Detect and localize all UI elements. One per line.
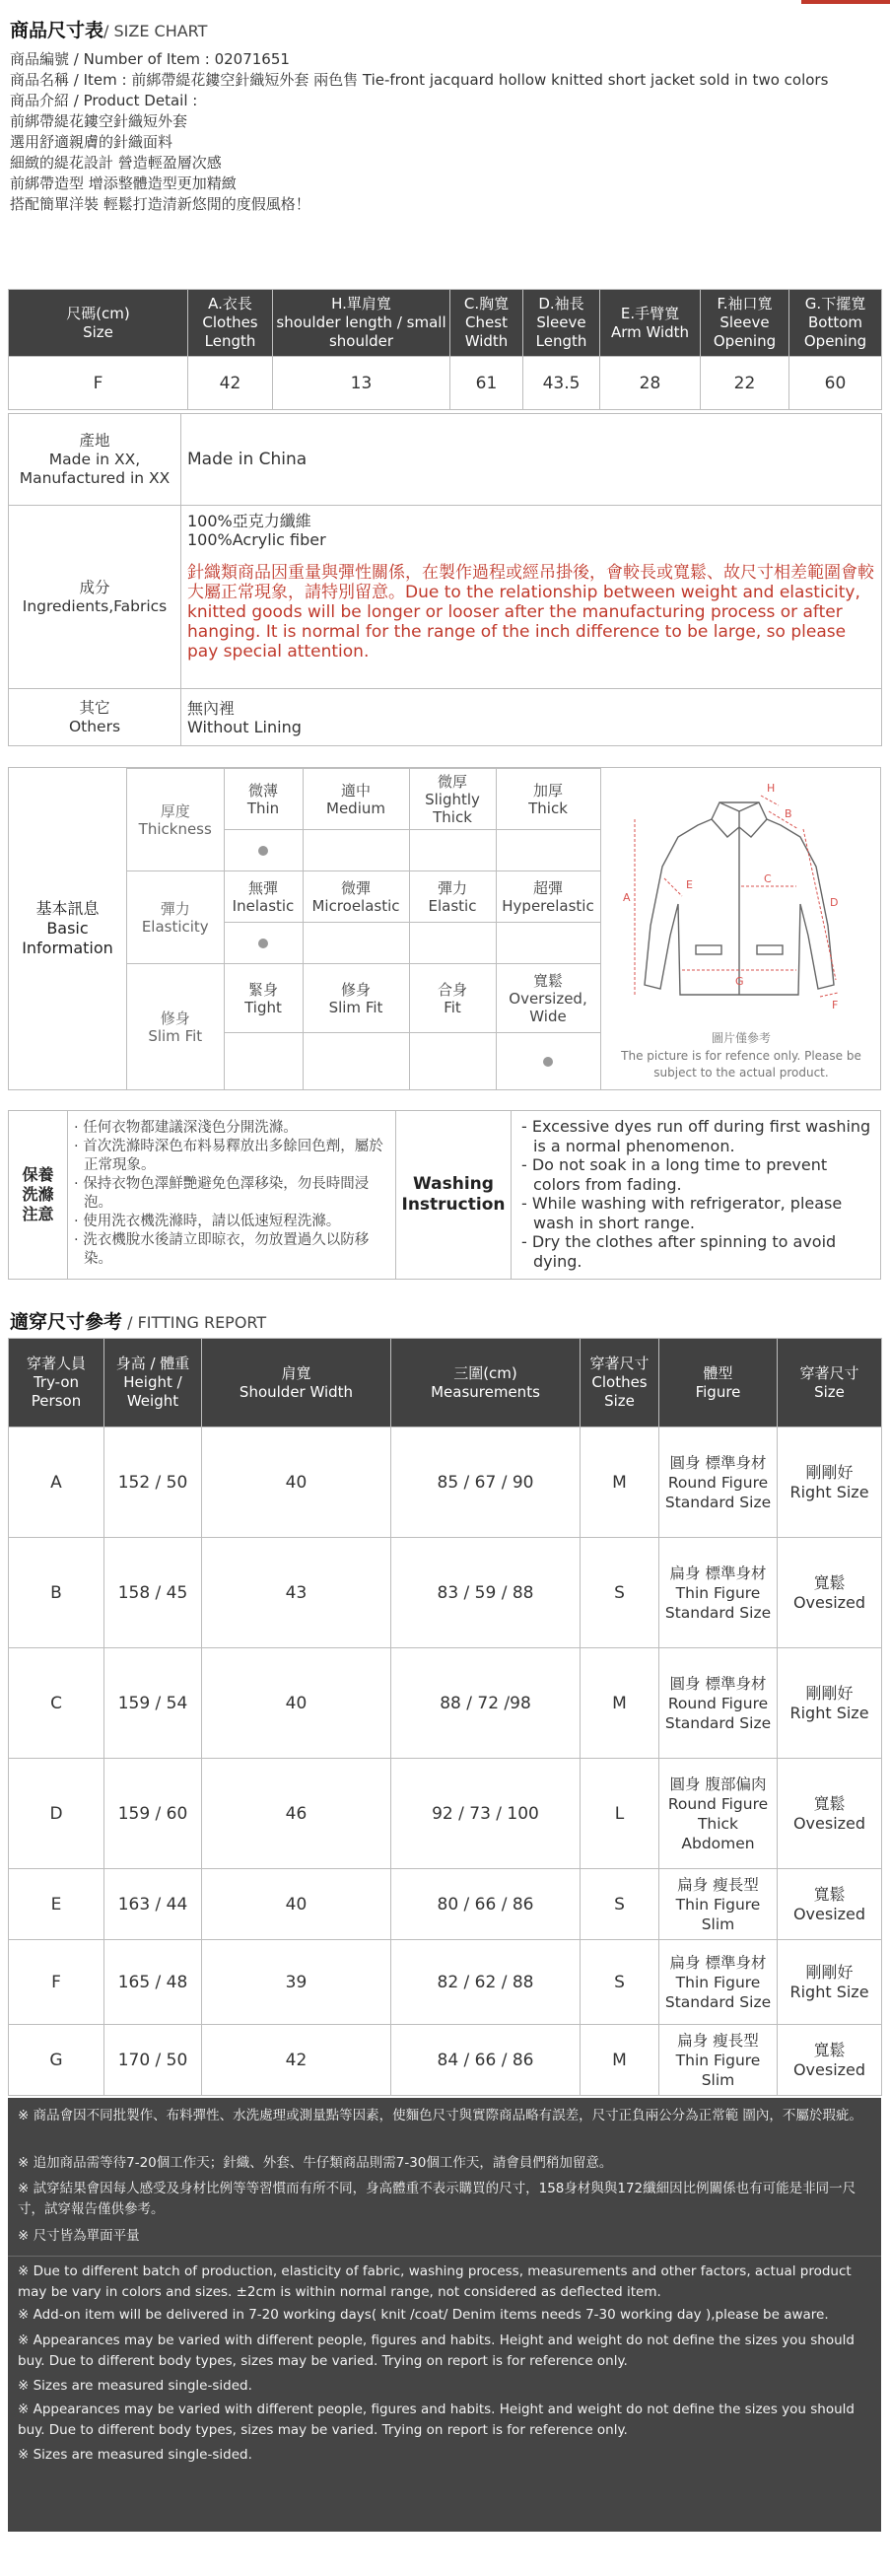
selected-dot [258,846,268,856]
diagram-letter: D [830,896,839,909]
slimfit-option: 緊身 Tight [224,964,303,1033]
slimfit-mark [303,1033,409,1090]
washing-item: · 任何衣物都建議深淺色分開洗滌。 [74,1120,298,1136]
slimfit-mark [496,1033,600,1090]
fabric-row [9,506,882,689]
washing-label-en: Washing Instruction [395,1111,512,1279]
diagram-letter: G [735,975,744,988]
fitting-row: G 170 / 50 42 84 / 66 / 86 M 扁身 瘦長型 Thin Figure Slim 寬鬆 Ovesized [9,2025,882,2096]
note-en: ※ Due to different batch of production, elasticity of fabric, washing process, measurements and other factors, actual product may be vary in colors and sizes. ±2cm is within normal range, not considered as deflected item. [18,2263,852,2300]
washing-item: · 使用洗衣機洗滌時，請以低速短程洗滌。 [74,1214,341,1229]
washing-label-zh: 保養 洗滌 注意 [9,1111,68,1279]
size-table [8,289,882,410]
note-en: ※ Appearances may be varied with different people, figures and habits. Height and weight do not define the sizes you should buy. Due to different body types, sizes may be varied. Trying on report is for reference only. [18,2402,855,2438]
diagram-letter: F [832,999,839,1011]
fabric-value: 100%亞克力纖維 100%Acrylic fiber 針織類商品因重量與彈性關係，在製作過程或經吊掛後，會較長或寬鬆、故尺寸相差範圍會較大屬正常現象，請特別留意。Due to the relationship between weight and elasticity, knitted goods will be longer or looser after the manufacturing process or after hanging. It is normal for the range of the inch difference to be large, so please pay special attention. [181,506,882,689]
elasticity-mark [224,923,303,964]
others-label: 其它 Others [9,689,181,746]
origin-value: Made in China [181,414,882,506]
washing-list-zh [72,1119,393,1269]
size-header-cell: 尺碼(cm) Size [9,290,188,357]
fitting-row: E 163 / 44 40 80 / 66 / 86 S 扁身 瘦長型 Thin Figure Slim 寬鬆 Ovesized [9,1869,882,1940]
selected-dot [258,939,268,948]
basic-info-title: 基本訊息 Basic Information [9,768,127,1089]
thickness-option: 加厚 Thick [496,769,600,830]
fitting-header-cell: 穿著尺寸 Size [778,1339,882,1427]
size-header-cell: D.袖長 Sleeve Length [523,290,600,357]
slimfit-label: 修身 Slim Fit [127,964,224,1090]
fitting-report-title: 適穿尺寸參考 / FITTING REPORT [10,1311,267,1333]
note-zh: ※ 追加商品需等待7-20個工作天；針織、外套、牛仔類商品則需7-30個工作天，請會員們稍加留意。 [18,2155,613,2171]
notes-divider [8,2256,881,2257]
elasticity-label: 彈力 Elasticity [127,871,224,964]
top-accent-bar [801,0,890,4]
fitting-header-cell: 肩寬 Shoulder Width [202,1339,391,1427]
fitting-row: B 158 / 45 43 83 / 59 / 88 S 扁身 標準身材 Thin Figure Standard Size 寬鬆 Ovesized [9,1538,882,1648]
size-header-cell: C.胸寬 Chest Width [450,290,523,357]
thickness-label: 厚度 Thickness [127,769,224,871]
diagram-letter: C [764,872,772,885]
washing-panel [8,1110,881,1280]
diagram-letter: B [785,807,792,820]
origin-row [9,414,882,506]
size-cell: 28 [600,357,701,410]
size-table-row [9,357,882,410]
washing-item: - Dry the clothes after spinning to avoid dying. [521,1232,837,1271]
note-zh: ※ 尺寸皆為單面平量 [18,2228,140,2244]
elasticity-option: 超彈 Hyperelastic [496,871,600,923]
fabric-label: 成分 Ingredients,Fabrics [9,506,181,689]
note-zh: ※ 商品會因不同批製作、布料彈性、水洗處理或測量點等因素，使麵色尺寸與實際商品略有誤差，尺寸正負兩公分為正常範 圍內，不屬於瑕疵。 [18,2108,862,2123]
size-cell: 13 [273,357,450,410]
fitting-row: C 159 / 54 40 88 / 72 /98 M 圓身 標準身材 Round Figure Standard Size 剛剛好 Right Size [9,1648,882,1759]
thickness-mark [224,830,303,871]
elasticity-option: 無彈 Inelastic [224,871,303,923]
size-cell: 42 [188,357,273,410]
washing-item: · 首次洗滌時深色布料易釋放出多餘回色劑，屬於正常現象。 [74,1139,383,1173]
diagram-letter: H [767,782,776,795]
fitting-row: A 152 / 50 40 85 / 67 / 90 M 圓身 標準身材 Round Figure Standard Size 剛剛好 Right Size [9,1427,882,1538]
fitting-header [9,1339,882,1427]
product-detail-table [8,413,882,746]
others-row [9,689,882,746]
product-info [10,49,877,215]
washing-item: - While washing with refrigerator, please wash in short range. [521,1194,843,1232]
slimfit-option: 修身 Slim Fit [303,964,409,1033]
detail-line: 選用舒適親膚的針織面料 [10,133,173,151]
fitting-header-cell: 身高 / 體重 Height / Weight [104,1339,202,1427]
washing-item: · 洗衣機脫水後請立即晾衣，勿放置過久以防移染。 [74,1232,370,1267]
washing-list-en [517,1117,876,1271]
diagram-letter: E [686,878,693,891]
size-cell: 43.5 [523,357,600,410]
slimfit-mark [224,1033,303,1090]
slimfit-option: 合身 Fit [409,964,496,1033]
product-detail-heading: 商品介紹 / Product Detail : [10,92,198,109]
diagram-caption-zh: 圖片僅參考 [711,1031,771,1045]
slimfit-option: 寬鬆 Oversized, Wide [496,964,600,1033]
detail-line: 前綁帶造型 增添整體造型更加精緻 [10,174,237,192]
fitting-header-cell: 穿著人員 Try-on Person [9,1339,104,1427]
note-en: ※ Add-on item will be delivered in 7-20 working days( knit /coat/ Denim items needs 7-30 working day ),please be aware. [18,2307,829,2323]
washing-item: · 保持衣物色澤鮮艷避免色澤移染，勿長時間浸泡。 [74,1176,370,1211]
others-value: 無內裡 Without Lining [181,689,882,746]
size-cell: 60 [789,357,882,410]
item-number: 商品編號 / Number of Item : 02071651 [10,50,290,68]
size-cell: 61 [450,357,523,410]
note-en: ※ Sizes are measured single-sided. [18,2378,252,2394]
thickness-option: 適中 Medium [303,769,409,830]
thickness-mark [496,830,600,871]
washing-item: - Do not soak in a long time to prevent colors from fading. [521,1155,828,1194]
size-header-cell: E.手臂寬 Arm Width [600,290,701,357]
slimfit-mark [409,1033,496,1090]
basic-info-panel [8,767,881,1090]
origin-label: 產地 Made in XX, Manufactured in XX [9,414,181,506]
notes-panel [8,2098,881,2532]
thickness-option: 微薄 Thin [224,769,303,830]
note-en: ※ Sizes are measured single-sided. [18,2447,252,2463]
size-header-cell: F.袖口寬 Sleeve Opening [701,290,789,357]
size-header-cell: G.下擺寬 Bottom Opening [789,290,882,357]
size-header-cell: H.單肩寬 shoulder length / small shoulder [273,290,450,357]
elasticity-mark [496,923,600,964]
fitting-header-cell: 體型 Figure [659,1339,778,1427]
thickness-mark [303,830,409,871]
jacket-diagram-icon [601,768,881,1019]
fitting-table [8,1338,882,2096]
washing-item: - Excessive dyes run off during first washing is a normal phenomenon. [521,1117,871,1155]
detail-line: 搭配簡單洋裝 輕鬆打造清新悠閒的度假風格！ [10,195,310,213]
elasticity-mark [303,923,409,964]
diagram-caption-en: The picture is for refence only. Please be subject to the actual product. [621,1049,861,1079]
detail-line: 細緻的緹花設計 營造輕盈層次感 [10,154,222,172]
basic-info-grid [127,768,601,1090]
fabric-warning: 針織類商品因重量與彈性關係，在製作過程或經吊掛後，會較長或寬鬆、故尺寸相差範圍會較大屬正常現象，請特別留意。Due to the relationship between weight and elasticity, knitted goods will be longer or looser after the manufacturing process or after hanging. It is normal for the range of the inch difference to be large, so please pay special attention. [187,563,874,661]
size-header-cell: A.衣長 Clothes Length [188,290,273,357]
fitting-header-cell: 三圍(cm) Measurements [391,1339,581,1427]
elasticity-option: 微彈 Microelastic [303,871,409,923]
selected-dot [543,1057,553,1067]
size-cell: 22 [701,357,789,410]
thickness-mark [409,830,496,871]
elasticity-mark [409,923,496,964]
item-name: 商品名稱 / Item : 前綁帶緹花鏤空針織短外套 兩色售 Tie-front jacquard hollow knitted short jacket sold in two colors [10,71,829,89]
fitting-row: F 165 / 48 39 82 / 62 / 88 S 扁身 標準身材 Thin Figure Standard Size 剛剛好 Right Size [9,1940,882,2025]
note-en: ※ Appearances may be varied with different people, figures and habits. Height and weight do not define the sizes you should buy. Due to different body types, sizes may be varied. Trying on report is for reference only. [18,2332,855,2369]
size-table-header [9,290,882,357]
size-chart-title: 商品尺寸表/ SIZE CHART [10,20,208,41]
measurement-diagram [600,768,880,1089]
elasticity-option: 彈力 Elastic [409,871,496,923]
diagram-letter: A [623,891,631,904]
fitting-row: D 159 / 60 46 92 / 73 / 100 L 圓身 腹部偏肉 Round Figure Thick Abdomen 寬鬆 Ovesized [9,1759,882,1869]
size-cell: F [9,357,188,410]
fitting-header-cell: 穿著尺寸 Clothes Size [581,1339,659,1427]
note-zh: ※ 試穿結果會因每人感受及身材比例等等習慣而有所不同，身高體重不表示購買的尺寸，158身材與與172纖細因比例關係也有可能是非同一尺寸，試穿報告僅供參考。 [18,2181,856,2217]
detail-line: 前綁帶緹花鏤空針織短外套 [10,112,188,130]
thickness-option: 微厚 Slightly Thick [409,769,496,830]
